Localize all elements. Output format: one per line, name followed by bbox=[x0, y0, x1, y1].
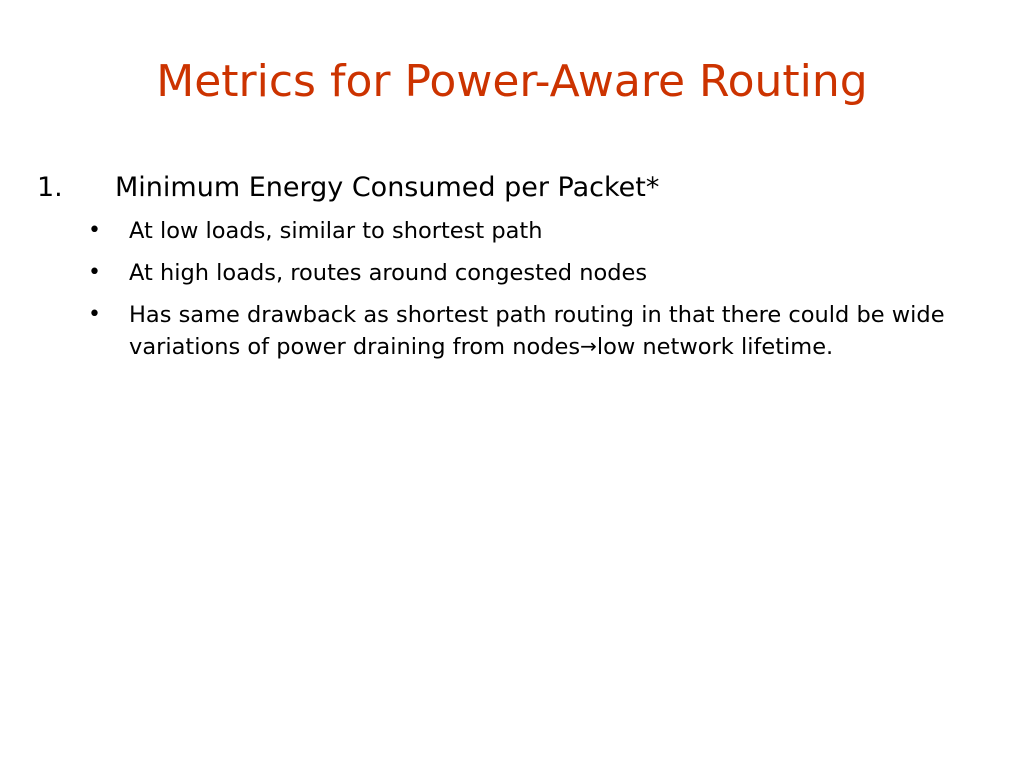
bullet-icon: • bbox=[88, 260, 101, 285]
slide-title: Metrics for Power-Aware Routing bbox=[156, 56, 868, 107]
right-arrow-icon: → bbox=[580, 334, 597, 358]
bullet-item bbox=[37, 257, 997, 289]
numbered-item bbox=[37, 167, 997, 360]
numbered-item-heading bbox=[37, 167, 997, 209]
item-number: 1. bbox=[37, 172, 63, 203]
bullet-text: At high loads, routes around congested nodes bbox=[129, 260, 648, 286]
bullet-icon: • bbox=[88, 302, 101, 327]
bullet-icon: • bbox=[88, 218, 101, 243]
item-text: Minimum Energy Consumed per Packet* bbox=[115, 172, 660, 203]
bullet-item bbox=[37, 299, 997, 363]
bullet-text: At low loads, similar to shortest path bbox=[129, 218, 543, 244]
bullet-text-start: Has same drawback as shortest path routing in that there could be wide variations of power draining from nodes bbox=[129, 302, 945, 360]
bullet-item bbox=[37, 215, 997, 247]
bullet-text bbox=[129, 299, 987, 363]
bullet-text-end: low network lifetime. bbox=[596, 334, 834, 360]
bullet-list bbox=[37, 215, 997, 373]
